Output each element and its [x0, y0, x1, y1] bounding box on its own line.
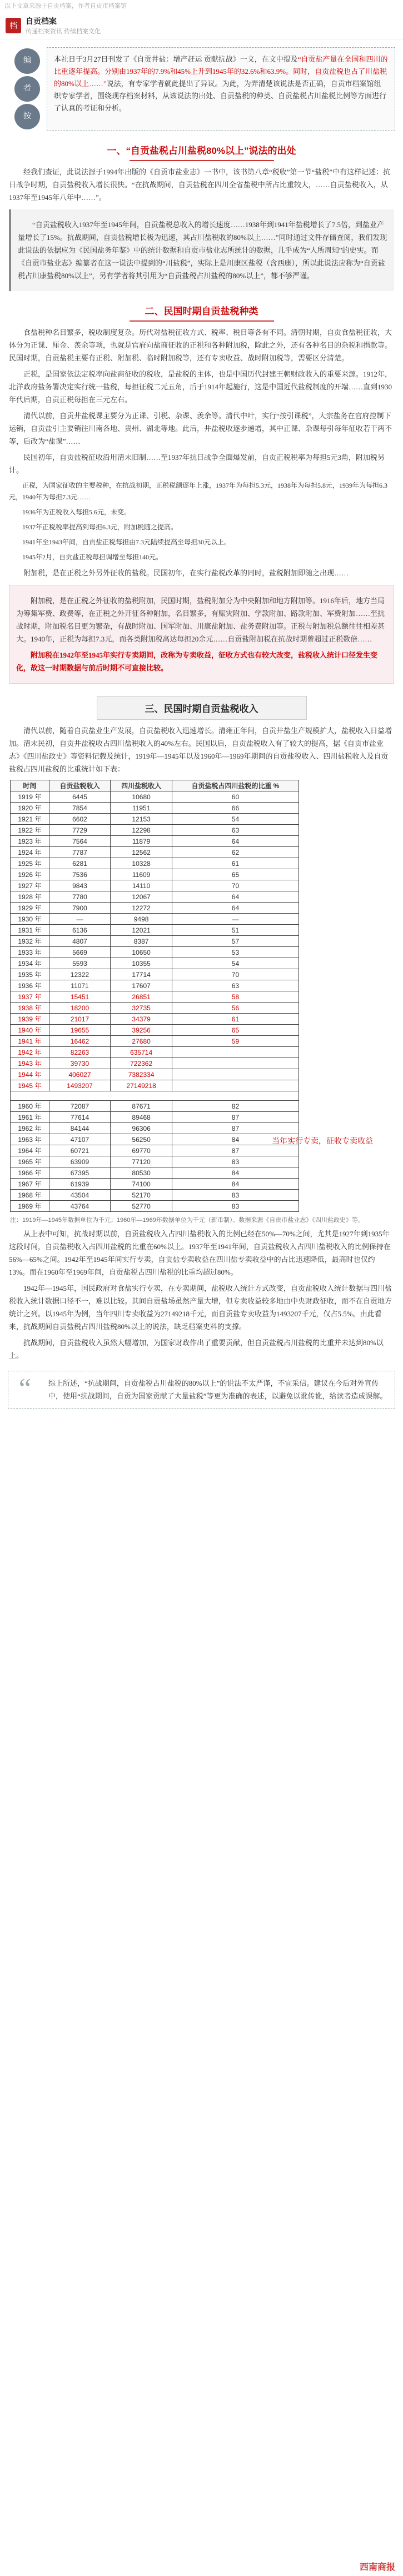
table-cell: 1968 年 — [11, 1190, 49, 1201]
table-row — [11, 914, 299, 925]
table-cell: 1493207 — [49, 1080, 111, 1091]
table-row — [11, 969, 299, 980]
table-cell: 65 — [172, 869, 298, 880]
table-cell: 52770 — [111, 1201, 172, 1212]
table-row — [11, 891, 299, 903]
table-cell: 64 — [172, 903, 298, 914]
paragraph: 附加税，是在正税之外另外征收的盐税。民国初年，在实行盐税改革的同时，盐税附加即随之出现…… — [23, 569, 349, 577]
quote-mark-icon: “ — [18, 1372, 32, 1404]
table-cell: 1930 年 — [11, 914, 49, 925]
table-cell: 1932 年 — [11, 936, 49, 947]
paragraph: 抗战期间，自贡盐税收入虽然大幅增加，为国家财政作出了重要贡献，但自贡盐税占川盐税的比重并未达到80%以上。 — [9, 1339, 384, 1360]
table-cell: 12272 — [111, 903, 172, 914]
table-cell: 54 — [172, 814, 298, 825]
table-row — [11, 869, 299, 880]
table-cell: 39256 — [111, 1025, 172, 1036]
editor-note — [8, 47, 395, 131]
col-header: 时间 — [11, 780, 49, 791]
table-cell: 96306 — [111, 1123, 172, 1134]
table-cell: 63 — [172, 980, 298, 991]
table-cell: 84 — [172, 1167, 298, 1179]
table-row — [11, 925, 299, 936]
table-cell: 10680 — [111, 791, 172, 803]
table-cell: 83 — [172, 1190, 298, 1201]
table-cell: 70 — [172, 969, 298, 980]
table-cell: 10328 — [111, 858, 172, 869]
table-cell: 5669 — [49, 947, 111, 958]
table-cell: 84 — [172, 1134, 298, 1145]
table-cell: 12067 — [111, 891, 172, 903]
paragraph: 附加税，是在正税之外征收的盐税附加，民国时期，盐税附加分为中央附加和地方附加等。1916年后，地方当局为筹集军费、政费等，在正税之外开征各种附加，名目繁多，有赈灾附加、学款附加、路款附加、军费附加……至抗战时期，附加税名目更为繁杂，有战时附加、国军附加、川康盐附加、盐务费附加等。正税与附加税总额往往相差甚大。1940年，正税为每担7.3元，而各类附加税高达每担20余元……自贡盐附加税在抗战时期曾超过正税数倍…… — [16, 597, 385, 643]
account-name[interactable]: 自贡档案 — [26, 17, 57, 26]
table-cell — [172, 1069, 298, 1080]
table-cell: 7780 — [49, 891, 111, 903]
paragraph: 从上表中可知，抗战时期以前，自贡盐税收入占四川盐税收入的比例已经在50%—70%之间，尤其是1927年到1935年这段时间，自贡盐税收入占四川盐税的比重在60%以上。1937年至1941年间，自贡盐税收入占四川盐税收入的比例保持在56%—65%之间。1942年至1945年间实行专卖，自贡盐专卖收益在四川盐专卖收益中的占比迅速降低，最高时也仅约13%。而在1960年至1969年间，自贡盐税占四川盐税的比重均超过80%。 — [9, 1230, 391, 1276]
table-cell: 43764 — [49, 1201, 111, 1212]
paragraph: 1937年正税税率提高到每担6.3元，附加税随之提高。 — [22, 523, 178, 531]
table-cell: 16462 — [49, 1036, 111, 1047]
table-cell: 1940 年 — [11, 1025, 49, 1036]
watermark: 西南商报 — [359, 2563, 395, 2572]
table-row — [11, 847, 299, 858]
table-cell: 1923 年 — [11, 836, 49, 847]
table-row — [11, 858, 299, 869]
table-row — [11, 1036, 299, 1047]
table-cell: 60721 — [49, 1145, 111, 1156]
table-cell: 87 — [172, 1112, 298, 1123]
table-cell: 7854 — [49, 803, 111, 814]
table-cell: 65 — [172, 1025, 298, 1036]
table-row — [11, 1058, 299, 1069]
table-cell: 17607 — [111, 980, 172, 991]
table-cell: 7729 — [49, 825, 111, 836]
table-cell: 1964 年 — [11, 1145, 49, 1156]
table-row — [11, 1080, 299, 1091]
table-cell: 57 — [172, 936, 298, 947]
table-cell: 34379 — [111, 1014, 172, 1025]
table-row — [11, 1123, 299, 1134]
table-cell: 59 — [172, 1036, 298, 1047]
table-cell: 1924 年 — [11, 847, 49, 858]
table-cell: 21017 — [49, 1014, 111, 1025]
table-cell: 27149218 — [111, 1080, 172, 1091]
tax-table-wrap — [0, 780, 403, 1212]
table-cell: 1967 年 — [11, 1179, 49, 1190]
table-cell: 53 — [172, 947, 298, 958]
table-cell: 1944 年 — [11, 1069, 49, 1080]
table-cell: 51 — [172, 925, 298, 936]
table-cell: 39730 — [49, 1058, 111, 1069]
table-row — [11, 958, 299, 969]
table-cell: 87 — [172, 1145, 298, 1156]
table-cell: 26851 — [111, 991, 172, 1003]
table-cell: 58 — [172, 991, 298, 1003]
table-cell: 52170 — [111, 1190, 172, 1201]
paragraph: 正税，是国家依法定税率向盐商征收的税收，是盐税的主体，也是中国历代封建王朝财政收入的重要来源。1912年，北洋政府盐务署决定实行统一盐税，每担征税二元五角，后于1914年起施行，这是中国近代盐税制度的开端……直到1930年代后期，自贡正税每担在三元左右。 — [9, 370, 392, 404]
table-cell: 1941 年 — [11, 1036, 49, 1047]
tag-char: 编 — [14, 48, 40, 74]
table-cell: 1963 年 — [11, 1134, 49, 1145]
table-cell: 82 — [172, 1101, 298, 1112]
table-cell: 64 — [172, 836, 298, 847]
table-row — [11, 791, 299, 803]
table-cell: 10355 — [111, 958, 172, 969]
table-cell: 1945 年 — [11, 1080, 49, 1091]
table-cell: 12021 — [111, 925, 172, 936]
table-cell: 12562 — [111, 847, 172, 858]
table-cell: 67395 — [49, 1167, 111, 1179]
col-header: 自贡盐税占四川盐税的比重 % — [172, 780, 298, 791]
table-caption: 注：1919年—1945年数据单位为千元；1960年—1969年数据单位为千元（新币制）。数据来源《自贡市盐业志》《四川盐政史》等。 — [10, 1217, 364, 1224]
table-cell: 69770 — [111, 1145, 172, 1156]
paragraph: 经我们查证，此说法源于1994年出版的《自贡市盐业志》一书中，该书第八章“税收”第一节“盐税”中有这样记述：抗日战争时期，自贡盐税收入增长很快。“在抗战期间，自贡盐税在四川全省盐税中所占比重较大，……自贡盐税收入，从1937年至1945年八年中……”。 — [9, 168, 391, 202]
table-cell: 87671 — [111, 1101, 172, 1112]
gap-cell — [11, 1091, 299, 1101]
table-row — [11, 825, 299, 836]
table-row — [11, 947, 299, 958]
paragraph: “自贡盐税收入1937年至1945年间，自贡盐税总收入的增长速度……1938年到1941年盐税增长了7.5倍，到盐业产量增长了15%。抗战期间，自贡盐税增长极为迅速，其占川盐税收的80%以上……”同时通过文件存储查阅，我们发现此说法的依据应为《民国盐务年鉴》中的统计数据和自贡市盐业志所统计的数据，几乎成为“人所周知”的史实。而《自贡市盐业志》编纂者在这一说法中提到的“川盐税”，实际上是川康区盐税（含西康），所以此说法应称为“自贡盐税占川康盐税80%以上”，另有学者将其引用为“自贡盐税占川盐税的80%以上”，都不够严谨。 — [18, 220, 387, 280]
table-cell: 1936 年 — [11, 980, 49, 991]
table-cell: 87 — [172, 1123, 298, 1134]
paragraph: 1941年至1943年间，自贡盐正税每担由7.3元陆续提高至每担30元以上。 — [22, 538, 231, 546]
paragraph: 1942年—1945年，国民政府对食盐实行专卖，在专卖期间，盐税收入统计方式改变，自贡盐税收入统计数据与四川盐税收入统计数据口径不一，难以比较。其间自贡盐场虽然产量大增，但专卖收益较多地由中央财政征收，而不在自贡地方统计之列。以1945年为例，当年四川专卖收益为27149218千元，而自贡盐专卖收益为1493207千元，仅占5.5%。由此看来，抗战期间自贡盐税占四川盐税80%以上的说法，缺乏档案史料的支撑。 — [9, 1284, 392, 1331]
table-body — [11, 791, 299, 1212]
table-cell: 70 — [172, 880, 298, 891]
table-cell: 61 — [172, 858, 298, 869]
table-cell: 83 — [172, 1156, 298, 1167]
table-cell: 12298 — [111, 825, 172, 836]
table-cell: 43504 — [49, 1190, 111, 1201]
section-title-3: 三、民国时期自贡盐税收入 — [97, 696, 307, 720]
table-cell: 56 — [172, 1003, 298, 1014]
table-cell: 15451 — [49, 991, 111, 1003]
tag-char: 者 — [14, 76, 40, 102]
table-cell: 7536 — [49, 869, 111, 880]
section-title-2: 二、民国时期自贡盐税种类 — [0, 303, 403, 322]
source-note: 以下文章来源于自贡档案，作者自贡市档案馆 — [4, 3, 127, 9]
table-cell: 61 — [172, 1014, 298, 1025]
table-row — [11, 991, 299, 1003]
table-cell: 72087 — [49, 1101, 111, 1112]
table-row — [11, 1014, 299, 1025]
table-cell: 10650 — [111, 947, 172, 958]
table-cell: 32735 — [111, 1003, 172, 1014]
table-cell: 1943 年 — [11, 1058, 49, 1069]
table-cell: 1921 年 — [11, 814, 49, 825]
table-cell: 11609 — [111, 869, 172, 880]
table-cell: 4807 — [49, 936, 111, 947]
table-cell: 1938 年 — [11, 1003, 49, 1014]
table-cell: 1961 年 — [11, 1112, 49, 1123]
table-row — [11, 1145, 299, 1156]
table-cell: 11071 — [49, 980, 111, 991]
table-cell: 47107 — [49, 1134, 111, 1145]
table-row — [11, 803, 299, 814]
table-row — [11, 1112, 299, 1123]
table-cell: 1919 年 — [11, 791, 49, 803]
table-cell: 6281 — [49, 858, 111, 869]
table-cell: 1965 年 — [11, 1156, 49, 1167]
table-cell: 1934 年 — [11, 958, 49, 969]
table-row — [11, 836, 299, 847]
table-cell: 61939 — [49, 1179, 111, 1190]
table-row — [11, 980, 299, 991]
editor-note-text — [47, 47, 395, 131]
conclusion-box — [8, 1371, 395, 1409]
table-cell: 1926 年 — [11, 869, 49, 880]
table-cell: 5593 — [49, 958, 111, 969]
table-row — [11, 1134, 299, 1145]
table-cell: 1937 年 — [11, 991, 49, 1003]
quote-box — [9, 209, 394, 291]
table-cell: 27680 — [111, 1036, 172, 1047]
table-cell: 80530 — [111, 1167, 172, 1179]
table-row — [11, 1003, 299, 1014]
table-gap-row — [11, 1091, 299, 1101]
table-row — [11, 1101, 299, 1112]
table-cell: 1962 年 — [11, 1123, 49, 1134]
table-row — [11, 1190, 299, 1201]
paragraph: 食盐税种名目繁多，税收制度复杂。历代对盐税征收方式、税率、税目等各有不同。清朝时期，自贡食盐税征收，大体分为正课、厘金、羡余等项，也就是官府向盐商征收的正税和各种附加税，除此之外，还有各种名目的杂税和捐款等。民国时期，自贡盐税主要有正税、附加税、临时附加税等，还有专卖收益、战时附加税等，需要区分清楚。 — [9, 328, 392, 362]
table-cell: 18200 — [49, 1003, 111, 1014]
table-cell: 9498 — [111, 914, 172, 925]
paragraph: 1945年2月，自贡盐正税每担调增至每担140元。 — [22, 553, 163, 561]
table-cell: 60 — [172, 791, 298, 803]
table-cell: 9843 — [49, 880, 111, 891]
section-title-1: 一、“自贡盐税占川盐税80%以上”说法的出处 — [0, 143, 403, 161]
table-cell: 1922 年 — [11, 825, 49, 836]
tax-table — [10, 780, 299, 1212]
table-cell: 11951 — [111, 803, 172, 814]
table-row — [11, 1167, 299, 1179]
col-header: 自贡盐税收入 — [49, 780, 111, 791]
table-cell: 12153 — [111, 814, 172, 825]
table-cell: 1942 年 — [11, 1047, 49, 1058]
table-cell: 6602 — [49, 814, 111, 825]
tag-char: 按 — [14, 104, 40, 129]
table-cell: 1925 年 — [11, 858, 49, 869]
table-cell: 635714 — [111, 1047, 172, 1058]
table-cell: — — [172, 914, 298, 925]
editor-note-tag — [8, 47, 47, 131]
table-row — [11, 1201, 299, 1212]
table-cell: 406027 — [49, 1069, 111, 1080]
table-cell: 14110 — [111, 880, 172, 891]
table-row — [11, 880, 299, 891]
intro-text-c: 说法，有专家学者就此提出了异议。为此，为弄清楚该说法是否正确，自贡市档案馆组织专家学者，围绕现存档案材料，从该说法的出处、自贡盐税的种类、自贡盐税占川盐税比例等方面进行了认真的考证和分析。 — [54, 79, 387, 112]
table-cell — [172, 1058, 298, 1069]
table-cell — [172, 1047, 298, 1058]
table-cell: 66 — [172, 803, 298, 814]
table-row — [11, 903, 299, 914]
table-cell: 1939 年 — [11, 1014, 49, 1025]
table-cell: 12322 — [49, 969, 111, 980]
account-card[interactable] — [0, 12, 403, 39]
table-cell: 84144 — [49, 1123, 111, 1134]
table-row — [11, 1047, 299, 1058]
table-cell: 11879 — [111, 836, 172, 847]
table-cell: 8387 — [111, 936, 172, 947]
table-cell: 6445 — [49, 791, 111, 803]
table-cell: 17714 — [111, 969, 172, 980]
table-cell — [172, 1080, 298, 1091]
table-cell: 83 — [172, 1201, 298, 1212]
paragraph: 清代以前，随着自贡盐业生产发展，自贡盐税收入迅速增长。清雍正年间，自贡井盐生产规模扩大，盐税收入日益增加。清末民初，自贡井盐税收占四川盐税收入的40%左右。民国以后，自贡盐税收入有了较大的提高，据《自贡市盐业志》《四川盐政史》等资料记载及统计，1919年—1945年以及1960年—1969年期间的自贡盐税收入、四川盐税收入及自贡盐税占四川盐税的比重统计如下表： — [9, 726, 392, 773]
intro-text-highlight: “自贡盐产量在全国和四川的比重逐年提高。分别由1937年的7.9%和45%上升到1945年的32.6%和63.9%。同时，自贡盐税也占了川盐税的80%以上……” — [54, 55, 388, 88]
highlight-box — [9, 585, 394, 684]
table-cell: 7564 — [49, 836, 111, 847]
paragraph: 1936年为正税收入每担5.6元，未变。 — [22, 508, 131, 516]
table-cell: 64 — [172, 891, 298, 903]
table-cell: 1920 年 — [11, 803, 49, 814]
highlight-red-paragraph: 附加税在1942年至1945年实行专卖期间，改称为专卖收益，征收方式也有较大改变，盐税收入统计口径发生变化，故这一时期数据与前后时期不可直接比较。 — [16, 651, 378, 672]
account-logo: 档 — [6, 18, 21, 33]
table-cell: 1931 年 — [11, 925, 49, 936]
table-cell: 6136 — [49, 925, 111, 936]
table-cell: 7787 — [49, 847, 111, 858]
table-cell: 1928 年 — [11, 891, 49, 903]
table-cell: 56250 — [111, 1134, 172, 1145]
table-cell: 74100 — [111, 1179, 172, 1190]
table-header-row — [11, 780, 299, 791]
table-row — [11, 1179, 299, 1190]
col-header: 四川盐税收入 — [111, 780, 172, 791]
table-cell: 1960 年 — [11, 1101, 49, 1112]
table-cell: 7900 — [49, 903, 111, 914]
conclusion-text: 综上所述，“抗战期间，自贡盐税占川盐税的80%以上”的说法不太严谨，不宜采信。建议在今后对外宣传中，使用“抗战期间，自贡为国家贡献了大量盐税”等更为准确的表述，以避免以讹传讹，给读者造成误解。 — [48, 1379, 387, 1400]
table-cell: 1929 年 — [11, 903, 49, 914]
table-cell: 63 — [172, 825, 298, 836]
table-cell: 77614 — [49, 1112, 111, 1123]
table-cell: 84 — [172, 1179, 298, 1190]
table-row — [11, 1025, 299, 1036]
table-cell: 63909 — [49, 1156, 111, 1167]
table-row — [11, 936, 299, 947]
table-cell: — — [49, 914, 111, 925]
paragraph: 民国初年，自贡盐税征收沿用清末旧制……至1937年抗日战争全面爆发前，自贡正税税率为每担5元3角，附加税另计。 — [9, 453, 385, 474]
table-cell: 1966 年 — [11, 1167, 49, 1179]
account-description: 传递档案资讯 传续档案文化 — [26, 28, 101, 35]
table-cell: 722362 — [111, 1058, 172, 1069]
table-row — [11, 814, 299, 825]
table-cell: 19655 — [49, 1025, 111, 1036]
table-cell: 1927 年 — [11, 880, 49, 891]
paragraph: 正税，为国家征收的主要税种，在抗战初期，正税税额逐年上涨，1937年为每担5.3元，1938年为每担5.8元，1939年为每担6.3元，1940年为每担7.3元…… — [9, 482, 388, 501]
table-cell: 62 — [172, 847, 298, 858]
table-cell: 1969 年 — [11, 1201, 49, 1212]
table-row — [11, 1156, 299, 1167]
table-cell: 54 — [172, 958, 298, 969]
monopoly-note: 当年实行专卖，征收专卖收益 — [272, 1136, 373, 1145]
table-row — [11, 1069, 299, 1080]
table-cell: 77120 — [111, 1156, 172, 1167]
paragraph: 清代以前，自贡井盐税课主要分为正课、引税、杂课、羡余等。清代中叶，实行“按引课税”，大宗盐务在官府控制下运销，自贡盐引主要销往川南各地、贵州、湖北等地。此后，井盐税收逐步递增，其中正课、杂课每引每年征收若干两不等，后改为“盐课”…… — [9, 412, 392, 445]
table-cell: 1935 年 — [11, 969, 49, 980]
table-cell: 7382334 — [111, 1069, 172, 1080]
table-cell: 82263 — [49, 1047, 111, 1058]
table-cell: 89468 — [111, 1112, 172, 1123]
table-cell: 1933 年 — [11, 947, 49, 958]
intro-text-a: 本社日于3月27日刊发了《自贡井盐：增产赶运 贡献抗战》一文，在文中提及 — [54, 55, 298, 63]
